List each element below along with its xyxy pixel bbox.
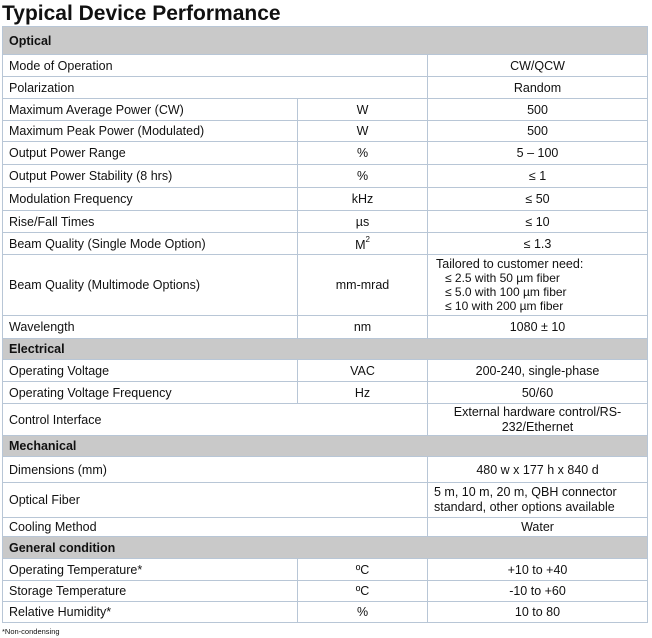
spec-table (2, 26, 648, 623)
table-row (3, 518, 648, 537)
param-label: Rise/Fall Times (3, 211, 298, 233)
param-unit: VAC (298, 360, 428, 382)
table-row (3, 55, 648, 77)
page-title: Typical Device Performance (2, 2, 281, 25)
table-row (3, 404, 648, 436)
section-header-electrical (3, 339, 648, 360)
param-value: ≤ 1.3 (428, 233, 648, 255)
param-unit: µs (298, 211, 428, 233)
table-row (3, 581, 648, 602)
table-row (3, 559, 648, 581)
param-unit (298, 233, 428, 255)
footnote: *Non-condensing (2, 627, 60, 636)
param-value: External hardware control/RS-232/Ethernet (428, 404, 648, 436)
table-row (3, 457, 648, 483)
param-label: Wavelength (3, 316, 298, 339)
param-value: -10 to +60 (428, 581, 648, 602)
param-unit: mm-mrad (298, 255, 428, 316)
param-value-multiline (428, 255, 648, 316)
param-unit: Hz (298, 382, 428, 404)
param-value: ≤ 10 (428, 211, 648, 233)
table-row (3, 165, 648, 188)
unit-base: M (355, 238, 366, 252)
section-header-mechanical (3, 436, 648, 457)
param-value: 5 – 100 (428, 142, 648, 165)
param-label: Maximum Average Power (CW) (3, 99, 298, 121)
param-label: Relative Humidity* (3, 602, 298, 623)
param-value: ≤ 50 (428, 188, 648, 211)
param-value: CW/QCW (428, 55, 648, 77)
param-label: Beam Quality (Multimode Options) (3, 255, 298, 316)
param-value: Water (428, 518, 648, 537)
param-value: ≤ 1 (428, 165, 648, 188)
table-row (3, 602, 648, 623)
table-row (3, 316, 648, 339)
param-label: Cooling Method (3, 518, 428, 537)
param-unit: W (298, 121, 428, 142)
table-row (3, 99, 648, 121)
param-value: 10 to 80 (428, 602, 648, 623)
table-row (3, 121, 648, 142)
param-unit: ºC (298, 581, 428, 602)
param-label: Operating Voltage Frequency (3, 382, 298, 404)
param-label: Storage Temperature (3, 581, 298, 602)
param-label: Maximum Peak Power (Modulated) (3, 121, 298, 142)
section-header-general (3, 537, 648, 559)
multimode-list (428, 257, 647, 313)
table-row (3, 483, 648, 518)
param-label: Output Power Range (3, 142, 298, 165)
param-unit: kHz (298, 188, 428, 211)
table-row (3, 255, 648, 316)
param-value: +10 to +40 (428, 559, 648, 581)
param-label: Operating Voltage (3, 360, 298, 382)
param-value: 500 (428, 99, 648, 121)
param-value: 50/60 (428, 382, 648, 404)
section-label: Electrical (3, 339, 648, 360)
unit-superscript: 2 (365, 235, 370, 244)
param-label: Dimensions (mm) (3, 457, 428, 483)
table-row (3, 233, 648, 255)
param-value: 5 m, 10 m, 20 m, QBH connector standard, other options available (428, 483, 648, 518)
param-value: 480 w x 177 h x 840 d (428, 457, 648, 483)
table-row (3, 188, 648, 211)
table-row (3, 360, 648, 382)
section-label: Optical (3, 27, 648, 55)
param-unit: % (298, 142, 428, 165)
multimode-option: ≤ 2.5 with 50 µm fiber (445, 271, 560, 285)
param-label: Output Power Stability (8 hrs) (3, 165, 298, 188)
param-value: 500 (428, 121, 648, 142)
param-value: 1080 ± 10 (428, 316, 648, 339)
section-label: Mechanical (3, 436, 648, 457)
section-label: General condition (3, 537, 648, 559)
table-row (3, 211, 648, 233)
param-unit: % (298, 602, 428, 623)
param-label: Control Interface (3, 404, 428, 436)
section-header-optical (3, 27, 648, 55)
param-unit: ºC (298, 559, 428, 581)
multimode-option: ≤ 10 with 200 µm fiber (445, 299, 564, 313)
param-unit: W (298, 99, 428, 121)
table-row (3, 142, 648, 165)
param-label: Polarization (3, 77, 428, 99)
param-unit: nm (298, 316, 428, 339)
table-row (3, 77, 648, 99)
param-label: Modulation Frequency (3, 188, 298, 211)
param-label: Optical Fiber (3, 483, 428, 518)
param-unit: % (298, 165, 428, 188)
param-label: Beam Quality (Single Mode Option) (3, 233, 298, 255)
param-label: Operating Temperature* (3, 559, 298, 581)
table-row (3, 382, 648, 404)
param-label: Mode of Operation (3, 55, 428, 77)
multimode-heading: Tailored to customer need: (436, 257, 584, 271)
multimode-option: ≤ 5.0 with 100 µm fiber (445, 285, 567, 299)
param-value: 200-240, single-phase (428, 360, 648, 382)
param-value: Random (428, 77, 648, 99)
